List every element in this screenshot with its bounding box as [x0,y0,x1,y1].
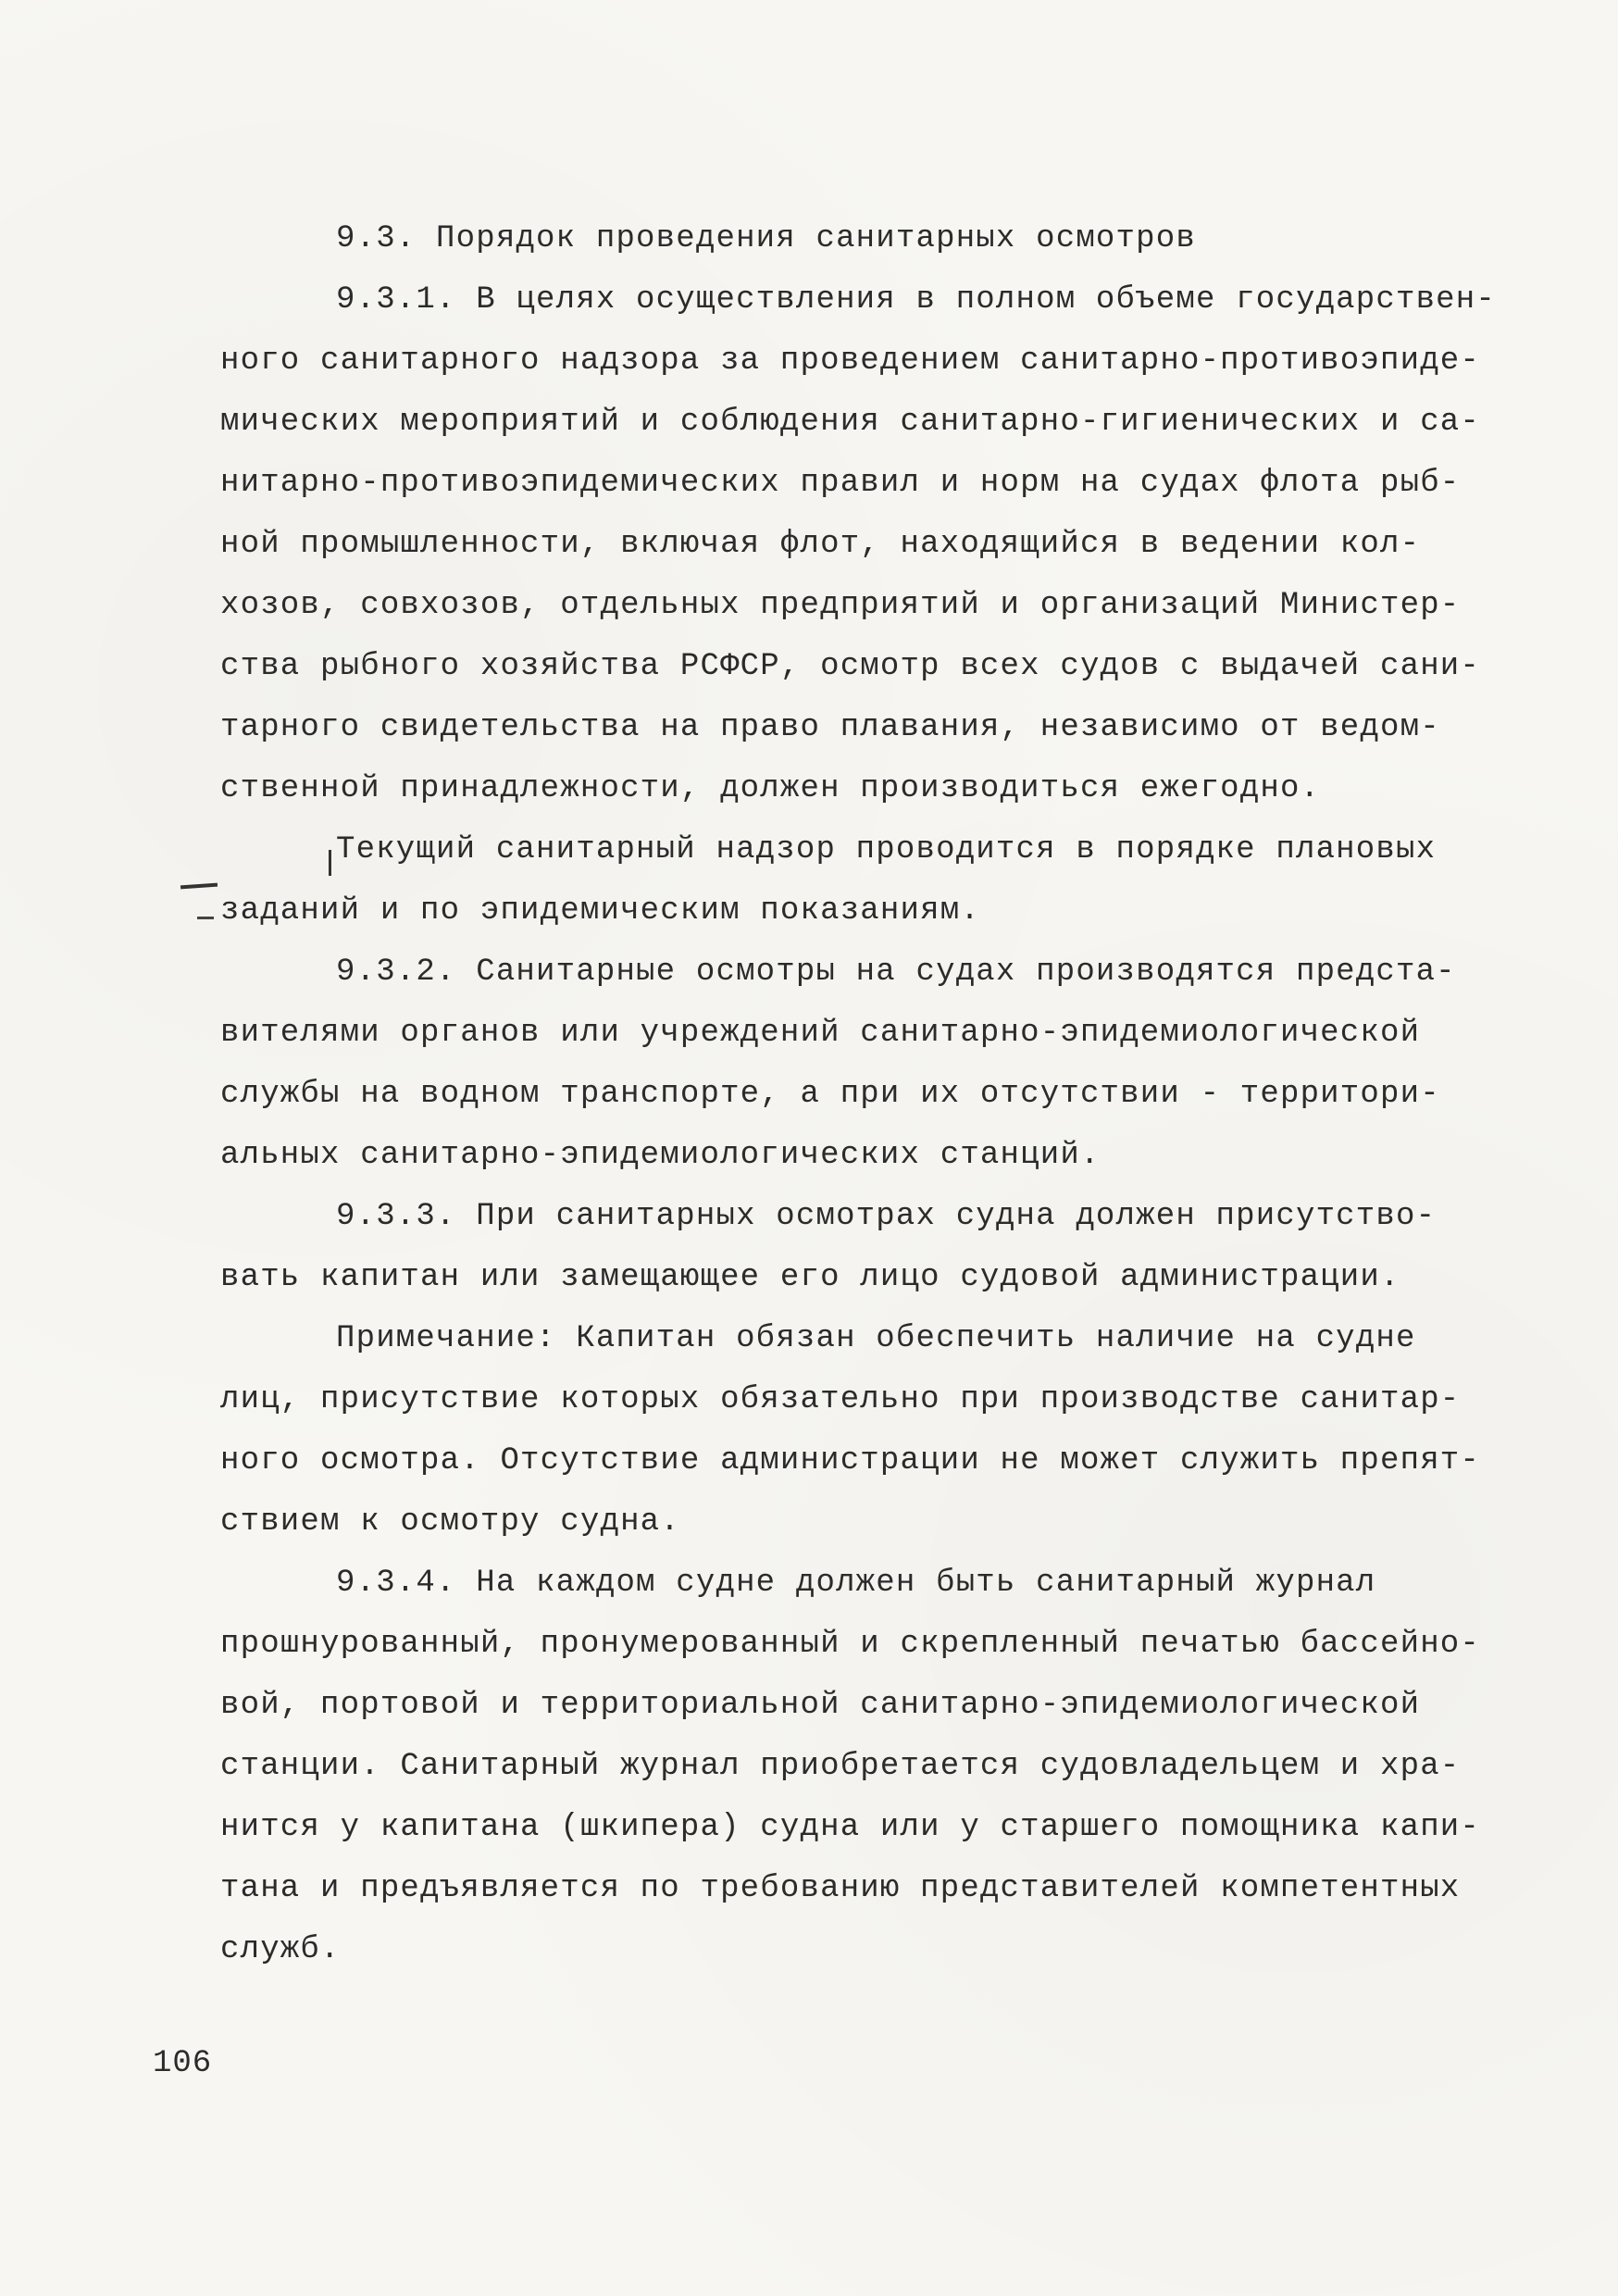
margin-pen-mark [197,917,214,919]
note-line: Примечание: Капитан обязан обеспечить наличие на судне [336,1321,1416,1356]
text-line: тарного свидетельства на право плавания, независимо от ведом- [220,710,1440,745]
note-line: лиц, присутствие которых обязательно при производстве санитар- [220,1382,1461,1417]
text-line: ственной принадлежности, должен производиться ежегодно. [220,771,1321,806]
text-line: вителями органов или учреждений санитарно-эпидемиологической [220,1016,1421,1051]
document-body [220,208,1496,1980]
text-line: ства рыбного хозяйства РСФСР, осмотр всех судов с выдачей сани- [220,649,1481,684]
text-line: нитарно-противоэпидемических правил и норм на судах флота рыб- [220,466,1461,501]
text-line: альных санитарно-эпидемиологических станций. [220,1138,1101,1173]
text-line: нится у капитана (шкипера) судна или у старшего помощника капи- [220,1810,1481,1845]
text-line: 9.3.1. В целях осуществления в полном объеме государствен- [336,282,1496,318]
note-line: ного осмотра. Отсутствие администрации не может служить препят- [220,1443,1481,1479]
note-line: ствием к осмотру судна. [220,1504,680,1540]
text-line: 9.3.2. Санитарные осмотры на судах производятся предста- [336,955,1456,990]
insertion-tick-mark [329,850,331,876]
margin-pen-mark [180,883,218,890]
text-line: тана и предъявляется по требованию представителей компетентных [220,1871,1461,1906]
text-line: мических мероприятий и соблюдения санитарно-гигиенических и са- [220,405,1481,440]
text-line: вой, портовой и территориальной санитарно-эпидемиологической [220,1688,1421,1723]
text-line: ной промышленности, включая флот, находящийся в ведении кол- [220,527,1421,562]
text-line: Текущий санитарный надзор проводится в порядке плановых [336,832,1437,867]
text-line: хозов, совхозов, отдельных предприятий и организаций Министер- [220,588,1461,623]
text-line: вать капитан или замещающее его лицо судовой администрации. [220,1260,1400,1295]
text-line: 9.3.3. При санитарных осмотрах судна должен присутство- [336,1199,1437,1234]
text-line: служб. [220,1932,341,1967]
page-number: 106 [153,2046,213,2081]
text-line: 9.3.4. На каждом судне должен быть санитарный журнал [336,1566,1376,1601]
text-line: прошнурованный, пронумерованный и скрепленный печатью бассейно- [220,1627,1481,1662]
section-heading: 9.3. Порядок проведения санитарных осмотров [336,221,1196,256]
text-line: станции. Санитарный журнал приобретается судовладельцем и хра- [220,1749,1461,1784]
text-line: ного санитарного надзора за проведением санитарно-противоэпиде- [220,343,1481,379]
text-line: заданий и по эпидемическим показаниям. [220,893,980,929]
text-line: службы на водном транспорте, а при их отсутствии - территори- [220,1077,1440,1112]
